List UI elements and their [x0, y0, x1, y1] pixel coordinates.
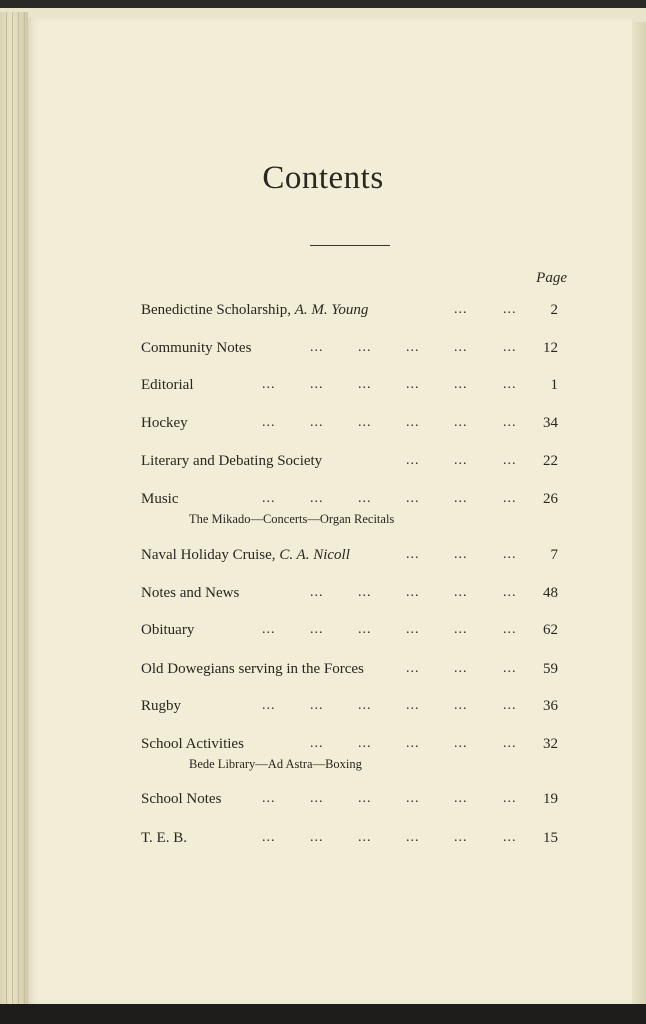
- toc-entry-text: School Activities: [141, 736, 244, 752]
- leader-dots: ...: [406, 453, 420, 468]
- toc-entry-title: [141, 830, 187, 847]
- toc-entry[interactable]: [0, 622, 646, 644]
- toc-entry-subtitle: The Mikado—Concerts—Organ Recitals: [189, 512, 395, 526]
- leader-dots: ...: [310, 791, 324, 806]
- toc-entry-author: A. M. Young: [294, 302, 369, 318]
- toc-entry-title: [141, 340, 251, 357]
- leader-dots: ...: [503, 377, 517, 392]
- toc-entry[interactable]: [0, 791, 646, 813]
- toc-entry-title: [141, 698, 181, 715]
- leader-dots: ...: [454, 622, 468, 637]
- leader-dots: ...: [503, 491, 517, 506]
- toc-entry-text: Hockey: [141, 415, 188, 431]
- leader-dots: ...: [503, 415, 517, 430]
- toc-entry-page-number: 62: [543, 622, 558, 638]
- leader-dots: ...: [454, 830, 468, 845]
- toc-entry-page-number: 26: [543, 491, 558, 507]
- leader-dots: ...: [454, 661, 468, 676]
- toc-entry-page-number: 15: [543, 830, 558, 846]
- leader-dots: ...: [310, 340, 324, 355]
- toc-entry[interactable]: [0, 340, 646, 362]
- toc-entry-text: Rugby: [141, 698, 182, 714]
- leader-dots: ...: [406, 622, 420, 637]
- leader-dots: ...: [358, 791, 372, 806]
- leader-dots: ...: [358, 585, 372, 600]
- leader-dots: ...: [503, 547, 517, 562]
- leader-dots: ...: [454, 736, 468, 751]
- toc-entry[interactable]: [0, 377, 646, 399]
- toc-entry-page-number: 34: [543, 415, 558, 431]
- leader-dots: ...: [358, 377, 372, 392]
- leader-dots: ...: [503, 736, 517, 751]
- leader-dots: ...: [406, 698, 420, 713]
- leader-dots: ...: [454, 415, 468, 430]
- leader-dots: ...: [503, 791, 517, 806]
- leader-dots: ...: [310, 491, 324, 506]
- leader-dots: ...: [262, 415, 276, 430]
- toc-entry-title: [141, 585, 239, 602]
- leader-dots: ...: [454, 491, 468, 506]
- toc-entry[interactable]: [0, 830, 646, 852]
- leader-dots: ...: [310, 736, 324, 751]
- toc-entry-page-number: 2: [550, 302, 558, 318]
- toc-entry-text: Notes and News: [141, 585, 240, 601]
- leader-dots: ...: [358, 415, 372, 430]
- leader-dots: ...: [454, 377, 468, 392]
- toc-entry-page-number: 32: [543, 736, 558, 752]
- leader-dots: ...: [310, 377, 324, 392]
- leader-dots: ...: [503, 585, 517, 600]
- leader-dots: ...: [454, 791, 468, 806]
- toc-entry-title: [141, 415, 188, 432]
- leader-dots: ...: [406, 661, 420, 676]
- leader-dots: ...: [406, 736, 420, 751]
- toc-entry-text: Editorial: [141, 377, 194, 393]
- leader-dots: ...: [503, 830, 517, 845]
- toc-entry-text: Community Notes: [141, 340, 252, 356]
- leader-dots: ...: [262, 698, 276, 713]
- leader-dots: ...: [310, 622, 324, 637]
- leader-dots: ...: [454, 453, 468, 468]
- toc-entry-page-number: 1: [550, 377, 558, 393]
- page-column-heading: Page: [536, 270, 567, 286]
- toc-entry[interactable]: [0, 661, 646, 683]
- leader-dots: ...: [358, 491, 372, 506]
- leader-dots: ...: [262, 377, 276, 392]
- toc-entry-author: C. A. Nicoll: [279, 547, 350, 563]
- leader-dots: ...: [503, 340, 517, 355]
- toc-entry-page-number: 59: [543, 661, 558, 677]
- toc-entry[interactable]: [0, 415, 646, 437]
- leader-dots: ...: [406, 377, 420, 392]
- leader-dots: ...: [503, 698, 517, 713]
- toc-entry-title: [141, 622, 194, 639]
- leader-dots: ...: [358, 622, 372, 637]
- leader-dots: ...: [358, 698, 372, 713]
- toc-entry-text: Obituary: [141, 622, 195, 638]
- leader-dots: ...: [262, 791, 276, 806]
- toc-entry[interactable]: [0, 585, 646, 607]
- toc-entry-title: [141, 491, 179, 508]
- toc-entry[interactable]: [0, 736, 646, 758]
- toc-entry-page-number: 12: [543, 340, 558, 356]
- leader-dots: ...: [454, 302, 468, 317]
- toc-entry-page-number: 48: [543, 585, 558, 601]
- leader-dots: ...: [454, 547, 468, 562]
- leader-dots: ...: [454, 585, 468, 600]
- leader-dots: ...: [406, 791, 420, 806]
- leader-dots: ...: [262, 491, 276, 506]
- toc-entry-title: [141, 377, 194, 394]
- leader-dots: ...: [454, 340, 468, 355]
- toc-entry-page-number: 7: [550, 547, 558, 563]
- toc-entry-page-number: 19: [543, 791, 558, 807]
- toc-entry-text: School Notes: [141, 791, 222, 807]
- toc-entry-title: [141, 547, 350, 564]
- leader-dots: ...: [454, 698, 468, 713]
- toc-entry-title: [141, 661, 364, 678]
- leader-dots: ...: [262, 830, 276, 845]
- toc-entry[interactable]: [0, 547, 646, 569]
- page-title: Contents: [262, 160, 384, 196]
- leader-dots: ...: [503, 453, 517, 468]
- leader-dots: ...: [406, 415, 420, 430]
- toc-entry[interactable]: [0, 302, 646, 324]
- leader-dots: ...: [406, 547, 420, 562]
- leader-dots: ...: [406, 585, 420, 600]
- leader-dots: ...: [310, 415, 324, 430]
- toc-entry-text: T. E. B.: [141, 830, 187, 846]
- leader-dots: ...: [310, 698, 324, 713]
- toc-entry-text: Music: [141, 491, 179, 507]
- toc-entry-title: [141, 453, 322, 470]
- leader-dots: ...: [358, 340, 372, 355]
- toc-entry-text: Benedictine Scholarship,: [141, 302, 295, 318]
- toc-entry[interactable]: [0, 698, 646, 720]
- leader-dots: ...: [358, 830, 372, 845]
- toc-entry-text: Naval Holiday Cruise,: [141, 547, 280, 563]
- toc-entry[interactable]: [0, 453, 646, 475]
- toc-entry-text: Old Dowegians serving in the Forces: [141, 661, 364, 677]
- leader-dots: ...: [503, 302, 517, 317]
- leader-dots: ...: [503, 622, 517, 637]
- leader-dots: ...: [503, 661, 517, 676]
- toc-entry[interactable]: [0, 491, 646, 513]
- leader-dots: ...: [406, 830, 420, 845]
- leader-dots: ...: [310, 830, 324, 845]
- toc-entry-title: [141, 302, 368, 319]
- toc-entry-page-number: 36: [543, 698, 558, 714]
- leader-dots: ...: [406, 491, 420, 506]
- toc-entry-subtitle: Bede Library—Ad Astra—Boxing: [189, 757, 362, 771]
- toc-entry-page-number: 22: [543, 453, 558, 469]
- leader-dots: ...: [262, 622, 276, 637]
- leader-dots: ...: [358, 736, 372, 751]
- leader-dots: ...: [406, 340, 420, 355]
- toc-entry-title: [141, 736, 244, 753]
- leader-dots: ...: [310, 585, 324, 600]
- toc-entry-title: [141, 791, 221, 808]
- toc-entry-text: Literary and Debating Society: [141, 453, 323, 469]
